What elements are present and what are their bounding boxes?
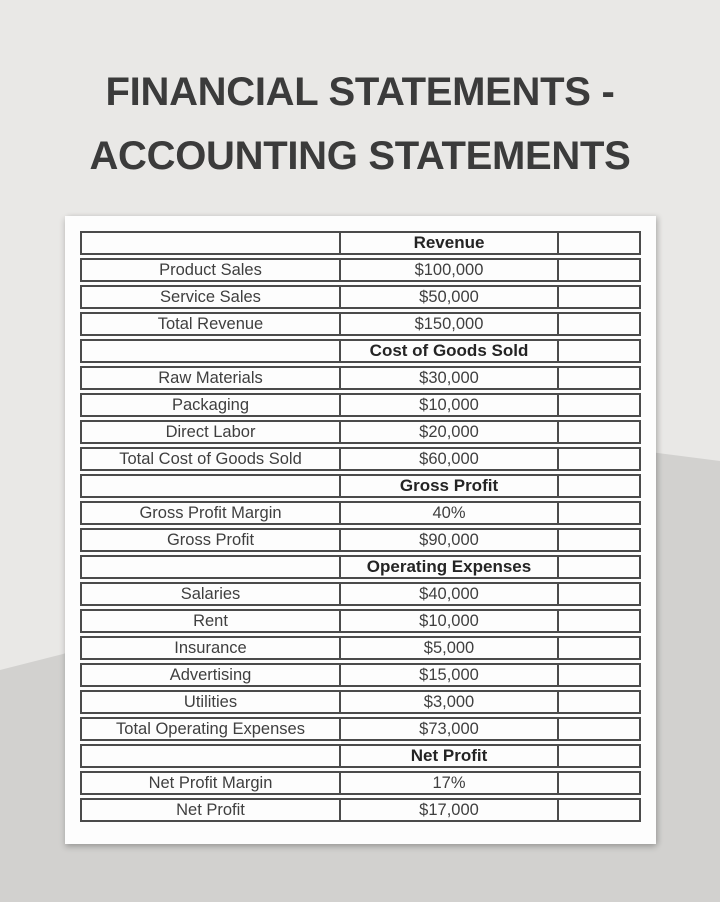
empty-extra-cell bbox=[559, 447, 641, 471]
row-value-cell: $3,000 bbox=[341, 690, 559, 714]
empty-extra-cell bbox=[559, 285, 641, 309]
table-row bbox=[80, 447, 641, 471]
section-header-row bbox=[80, 474, 641, 498]
empty-extra-cell bbox=[559, 582, 641, 606]
row-label-cell: Rent bbox=[80, 609, 341, 633]
section-header-row bbox=[80, 744, 641, 768]
statement-panel bbox=[65, 216, 656, 844]
section-header-cell: Gross Profit bbox=[341, 474, 559, 498]
page-title bbox=[0, 60, 720, 188]
empty-extra-cell bbox=[559, 717, 641, 741]
table-row bbox=[80, 528, 641, 552]
table-row bbox=[80, 582, 641, 606]
table-row bbox=[80, 420, 641, 444]
table-row bbox=[80, 609, 641, 633]
section-header-row bbox=[80, 231, 641, 255]
empty-label-cell bbox=[80, 474, 341, 498]
row-value-cell: $10,000 bbox=[341, 609, 559, 633]
row-label-cell: Packaging bbox=[80, 393, 341, 417]
empty-extra-cell bbox=[559, 474, 641, 498]
empty-label-cell bbox=[80, 339, 341, 363]
section-header-row bbox=[80, 339, 641, 363]
section-header-cell: Net Profit bbox=[341, 744, 559, 768]
section-header-cell: Operating Expenses bbox=[341, 555, 559, 579]
empty-extra-cell bbox=[559, 501, 641, 525]
table-row bbox=[80, 717, 641, 741]
row-label-cell: Service Sales bbox=[80, 285, 341, 309]
row-value-cell: 40% bbox=[341, 501, 559, 525]
table-row bbox=[80, 258, 641, 282]
empty-extra-cell bbox=[559, 393, 641, 417]
table-row bbox=[80, 501, 641, 525]
section-header-cell: Cost of Goods Sold bbox=[341, 339, 559, 363]
empty-extra-cell bbox=[559, 366, 641, 390]
table-row bbox=[80, 393, 641, 417]
financial-statement-table bbox=[80, 228, 641, 825]
row-value-cell: $50,000 bbox=[341, 285, 559, 309]
row-label-cell: Total Cost of Goods Sold bbox=[80, 447, 341, 471]
empty-extra-cell bbox=[559, 231, 641, 255]
section-header-row bbox=[80, 555, 641, 579]
row-label-cell: Utilities bbox=[80, 690, 341, 714]
row-value-cell: $90,000 bbox=[341, 528, 559, 552]
empty-label-cell bbox=[80, 555, 341, 579]
empty-label-cell bbox=[80, 231, 341, 255]
row-value-cell: $17,000 bbox=[341, 798, 559, 822]
empty-extra-cell bbox=[559, 690, 641, 714]
row-value-cell: $73,000 bbox=[341, 717, 559, 741]
row-label-cell: Advertising bbox=[80, 663, 341, 687]
table-row bbox=[80, 285, 641, 309]
row-value-cell: $20,000 bbox=[341, 420, 559, 444]
row-label-cell: Total Operating Expenses bbox=[80, 717, 341, 741]
table-row bbox=[80, 636, 641, 660]
row-label-cell: Insurance bbox=[80, 636, 341, 660]
empty-extra-cell bbox=[559, 636, 641, 660]
empty-extra-cell bbox=[559, 609, 641, 633]
row-value-cell: $30,000 bbox=[341, 366, 559, 390]
page-title-line-2: ACCOUNTING STATEMENTS bbox=[89, 134, 631, 178]
row-value-cell: $5,000 bbox=[341, 636, 559, 660]
table-row bbox=[80, 366, 641, 390]
table-row bbox=[80, 312, 641, 336]
empty-extra-cell bbox=[559, 555, 641, 579]
row-label-cell: Total Revenue bbox=[80, 312, 341, 336]
row-label-cell: Gross Profit bbox=[80, 528, 341, 552]
row-label-cell: Net Profit Margin bbox=[80, 771, 341, 795]
row-value-cell: $100,000 bbox=[341, 258, 559, 282]
row-value-cell: $15,000 bbox=[341, 663, 559, 687]
empty-extra-cell bbox=[559, 663, 641, 687]
row-label-cell: Direct Labor bbox=[80, 420, 341, 444]
table-row bbox=[80, 798, 641, 822]
row-label-cell: Net Profit bbox=[80, 798, 341, 822]
table-row bbox=[80, 771, 641, 795]
empty-extra-cell bbox=[559, 744, 641, 768]
row-value-cell: $150,000 bbox=[341, 312, 559, 336]
table-row bbox=[80, 690, 641, 714]
empty-extra-cell bbox=[559, 771, 641, 795]
row-value-cell: $10,000 bbox=[341, 393, 559, 417]
table-row bbox=[80, 663, 641, 687]
empty-extra-cell bbox=[559, 420, 641, 444]
empty-extra-cell bbox=[559, 798, 641, 822]
empty-extra-cell bbox=[559, 339, 641, 363]
row-value-cell: $40,000 bbox=[341, 582, 559, 606]
row-value-cell: $60,000 bbox=[341, 447, 559, 471]
empty-extra-cell bbox=[559, 258, 641, 282]
row-value-cell: 17% bbox=[341, 771, 559, 795]
empty-label-cell bbox=[80, 744, 341, 768]
financial-table-body bbox=[80, 231, 641, 822]
empty-extra-cell bbox=[559, 528, 641, 552]
section-header-cell: Revenue bbox=[341, 231, 559, 255]
page-title-line-1: FINANCIAL STATEMENTS - bbox=[105, 70, 615, 114]
empty-extra-cell bbox=[559, 312, 641, 336]
row-label-cell: Gross Profit Margin bbox=[80, 501, 341, 525]
row-label-cell: Raw Materials bbox=[80, 366, 341, 390]
row-label-cell: Salaries bbox=[80, 582, 341, 606]
row-label-cell: Product Sales bbox=[80, 258, 341, 282]
